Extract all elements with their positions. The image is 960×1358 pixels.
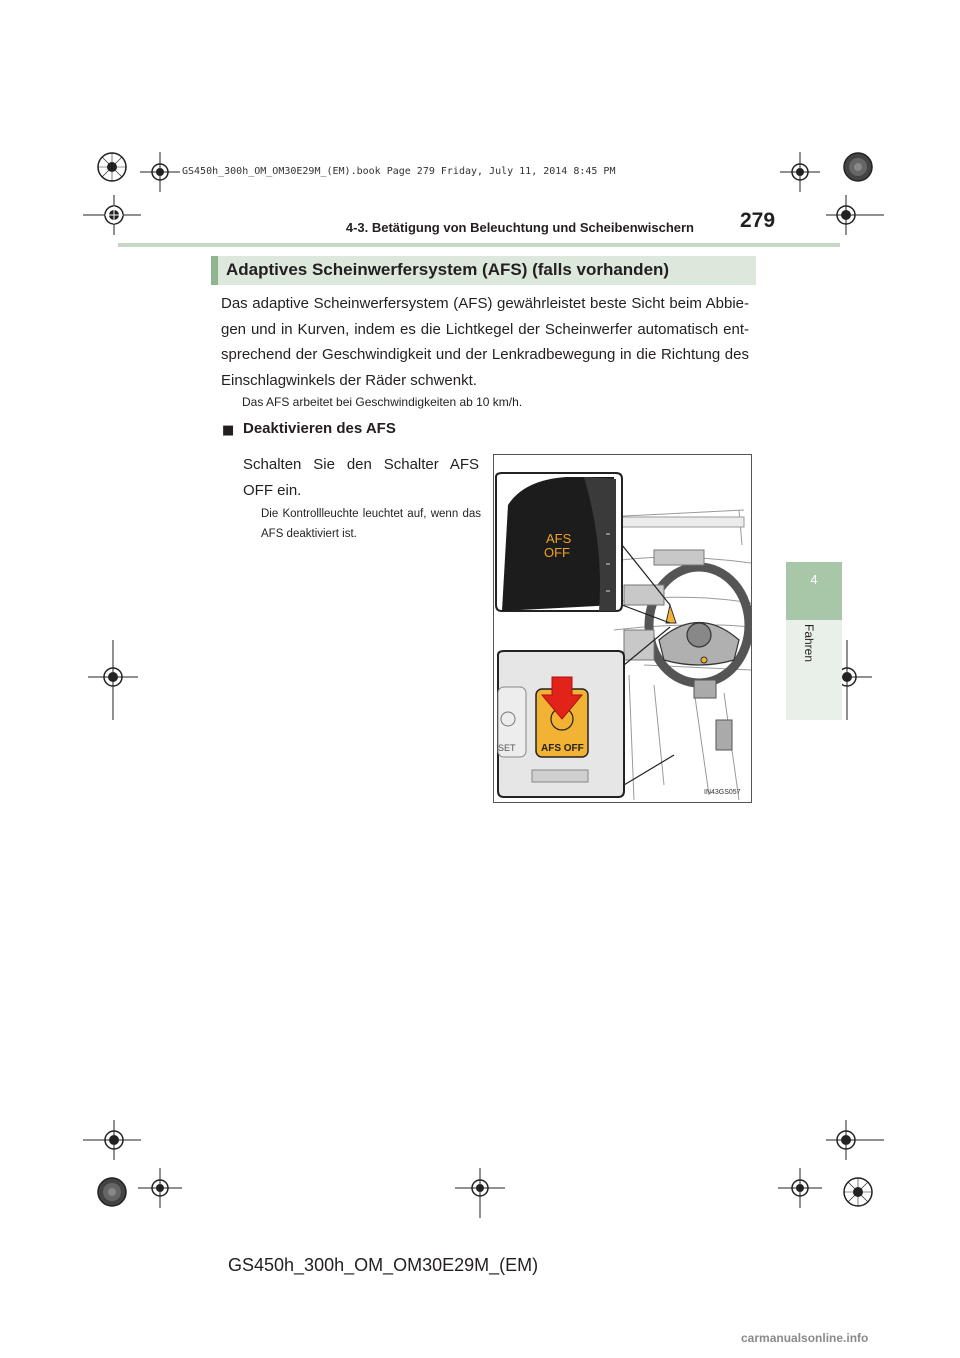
afs-off-button-label: AFS OFF	[541, 743, 584, 754]
section-note: Das AFS arbeitet bei Geschwindigkeiten ab 10 km/h.	[242, 395, 523, 409]
crosshair-top-center-left	[140, 152, 180, 192]
model-code-footer: GS450h_300h_OM_OM30E29M_(EM)	[228, 1255, 539, 1275]
subsection-instruction: Schalten Sie den Schalter AFS OFF ein.	[243, 456, 479, 499]
registration-mark-bottom-left	[92, 1170, 132, 1210]
running-header-title: 4-3. Betätigung von Beleuchtung und Scheibenwischern	[345, 220, 694, 235]
crosshair-bottom-right-outer	[826, 1120, 886, 1160]
illustration-code: IN43GS057	[704, 789, 741, 796]
print-info: GS450h_300h_OM_OM30E29M_(EM).book Page 279 Friday, July 11, 2014 8:45 PM	[182, 166, 616, 177]
page-number: 279	[740, 209, 776, 232]
section-heading: Adaptives Scheinwerfersystem (AFS) (falls vorhanden)	[226, 260, 670, 279]
crosshair-bottom-center-left	[138, 1168, 182, 1208]
chapter-tab	[786, 562, 842, 620]
indicator-line2: OFF	[544, 545, 570, 560]
crosshair-mid-left	[88, 640, 138, 720]
crosshair-bottom-center	[455, 1168, 505, 1218]
chapter-number: 4	[810, 572, 818, 587]
crosshair-bottom-left-outer	[83, 1120, 143, 1160]
header-rule	[118, 243, 840, 247]
square-bullet-icon: ■	[222, 423, 235, 438]
adjacent-button-label: SET	[498, 743, 516, 753]
subsection-note: Die Kontrollleuchte leuchtet auf, wenn das AFS deaktiviert ist.	[261, 508, 481, 540]
chapter-label: Fahren	[802, 624, 816, 663]
registration-mark-bottom-right	[838, 1170, 878, 1210]
indicator-line1: AFS	[546, 531, 572, 546]
section-body: Das adaptive Scheinwerfersystem (AFS) gewährleistet beste Sicht beim Abbie-gen und in Kurven, indem es die Lichtkegel der Scheinwerfer automatisch ent-sprechend der Geschwindigkeit und der Lenkradbewegung in die Richtung des Einschlagwinkels der Räder schwenkt.	[221, 295, 749, 389]
subsection-heading: Deaktivieren des AFS	[243, 420, 396, 437]
afs-off-switch-illustration	[493, 454, 752, 803]
watermark: carmanualsonline.info	[741, 1331, 869, 1345]
crosshair-top-center-right	[780, 152, 820, 192]
crosshair-bottom-center-right	[778, 1168, 822, 1208]
crosshair-top-right-outer	[826, 195, 886, 235]
